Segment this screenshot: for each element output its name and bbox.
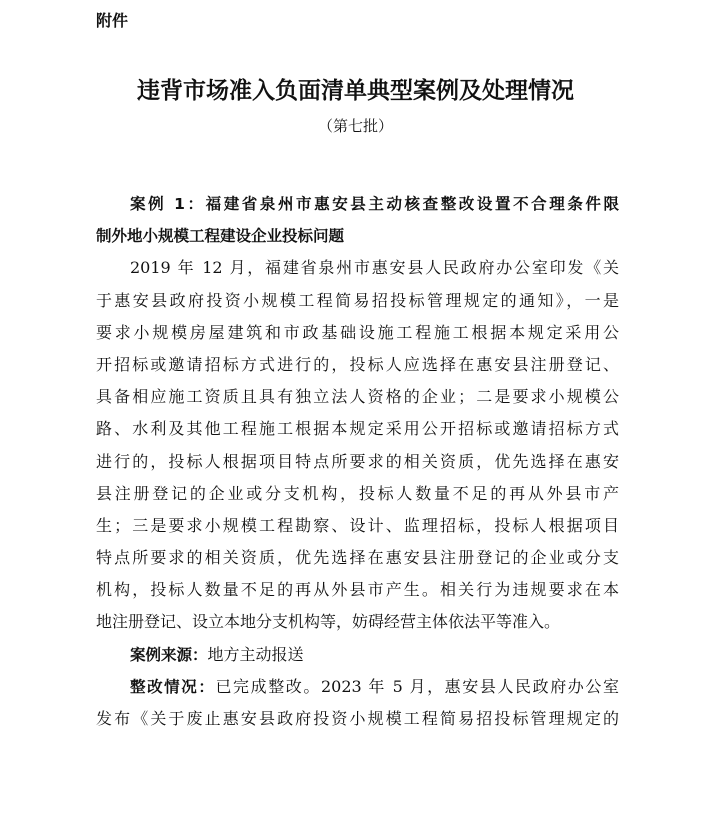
rectification-text: 已完成整改。2023 年 5 月，惠安县人民政府办公室	[215, 676, 619, 696]
body-line: 机构，投标人数量不足的再从外县市产生。相关行为违规要求在本	[96, 580, 619, 600]
case-heading-line-2: 制外地小规模工程建设企业投标问题	[96, 227, 345, 246]
rectification-line-1	[96, 671, 619, 703]
body-line: 进行的，投标人根据项目特点所要求的相关资质，优先选择在惠安	[96, 451, 619, 471]
body-line: 于惠安县政府投资小规模工程简易招投标管理规定的通知》，一是	[96, 290, 619, 310]
rectification-line-2: 发布《关于废止惠安县政府投资小规模工程简易招投标管理规定的	[96, 709, 619, 728]
batch-subtitle: （第七批）	[317, 117, 393, 135]
body-line: 开招标或邀请招标方式进行的，投标人应选择在惠安县注册登记、	[96, 354, 619, 374]
case-heading-line-1: 案例 1：福建省泉州市惠安县主动核查整改设置不合理条件限	[130, 195, 619, 213]
body-line: 要求小规模房屋建筑和市政基础设施工程施工根据本规定采用公	[96, 322, 619, 342]
body-line: 特点所要求的相关资质，优先选择在惠安县注册登记的企业或分支	[96, 548, 619, 568]
body-line: 县注册登记的企业或分支机构，投标人数量不足的再从外县市产	[96, 483, 619, 503]
body-line: 路、水利及其他工程施工根据本规定采用公开招标或邀请招标方式	[96, 419, 619, 439]
document-body	[96, 188, 619, 735]
rectification-label: 整改情况：	[130, 677, 216, 696]
case-source-value: 地方主动报送	[207, 644, 304, 664]
document-title: 违背市场准入负面清单典型案例及处理情况	[137, 77, 574, 104]
case-source-label: 案例来源：	[130, 645, 208, 664]
attachment-label: 附件	[96, 11, 129, 30]
case-source	[96, 639, 619, 671]
body-line: 地注册登记、设立本地分支机构等，妨碍经营主体依法平等准入。	[96, 612, 561, 632]
body-line: 具备相应施工资质且具有独立法人资格的企业；二是要求小规模公	[96, 387, 619, 407]
body-line: 生；三是要求小规模工程勘察、设计、监理招标，投标人根据项目	[96, 515, 619, 535]
body-line: 2019 年 12 月，福建省泉州市惠安县人民政府办公室印发《关	[130, 258, 619, 278]
